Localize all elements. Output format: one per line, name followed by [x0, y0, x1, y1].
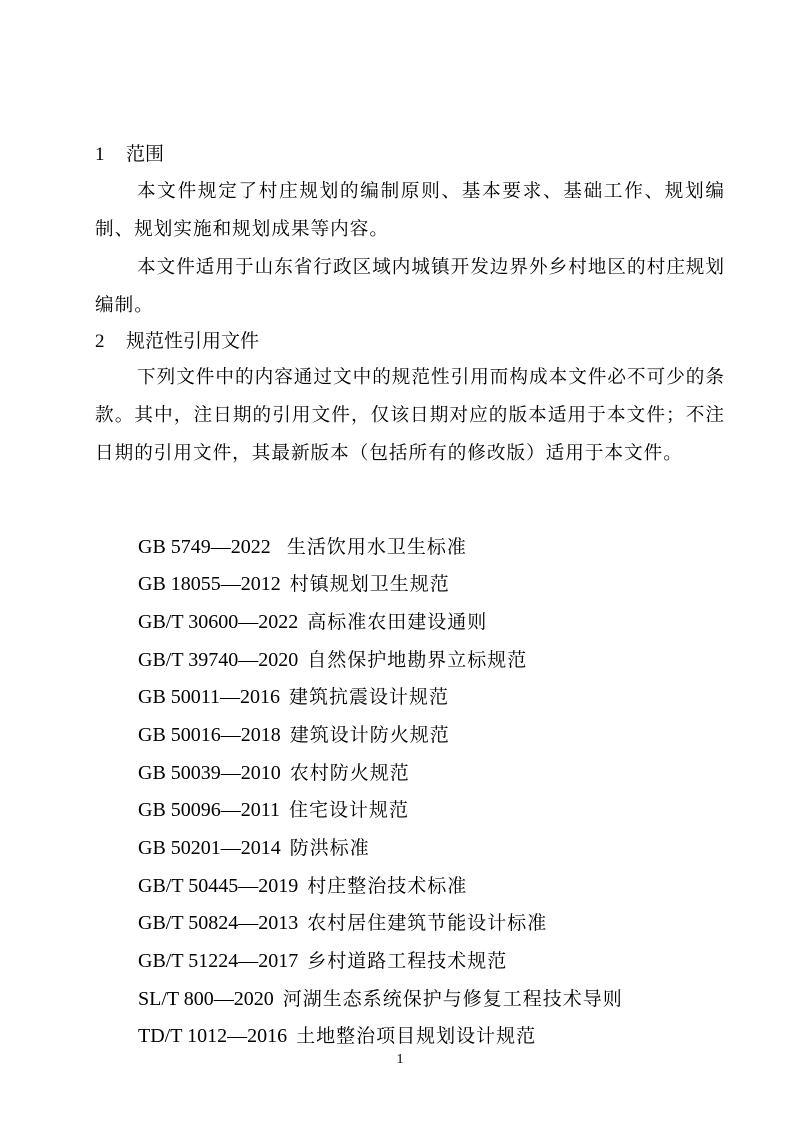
- reference-code: GB 50201—2014: [138, 837, 281, 859]
- section-1-number: 1: [95, 144, 105, 165]
- reference-name: 建筑设计防火规范: [289, 724, 450, 746]
- reference-name: 村庄整治技术标准: [307, 875, 468, 897]
- scope-paragraph-1: 本文件规定了村庄规划的编制原则、基本要求、基础工作、规划编制、规划实施和规划成果等内容。: [95, 181, 725, 240]
- reference-item: [138, 949, 507, 973]
- reference-name: 土地整治项目规划设计规范: [296, 1025, 537, 1047]
- reference-code: GB/T 39740—2020: [138, 649, 299, 671]
- reference-item: [138, 987, 623, 1011]
- reference-name: 农村防火规范: [289, 762, 410, 784]
- references-intro-paragraph: 下列文件中的内容通过文中的规范性引用而构成本文件必不可少的条款。其中，注日期的引用文件，仅该日期对应的版本适用于本文件；不注日期的引用文件，其最新版本（包括所有的修改版）适用于本文件。: [95, 367, 725, 464]
- reference-code: TD/T 1012—2016: [138, 1025, 288, 1047]
- reference-item: [138, 572, 450, 596]
- section-2-title: 规范性引用文件: [126, 330, 260, 352]
- scope-paragraph-2: 本文件适用于山东省行政区域内城镇开发边界外乡村地区的村庄规划编制。: [95, 257, 725, 316]
- reference-code: GB 5749—2022: [138, 536, 271, 558]
- reference-item: [138, 723, 450, 747]
- section-1-title: 范围: [126, 143, 165, 165]
- reference-code: GB/T 51224—2017: [138, 950, 299, 972]
- reference-code: GB 18055—2012: [138, 573, 281, 595]
- reference-code: GB 50096—2011: [138, 799, 281, 821]
- reference-name: 自然保护地勘界立标规范: [307, 649, 528, 671]
- reference-code: GB/T 30600—2022: [138, 611, 299, 633]
- reference-item: [138, 685, 449, 709]
- reference-code: GB 50039—2010: [138, 762, 281, 784]
- reference-name: 高标准农田建设通则: [307, 611, 488, 633]
- reference-item: [138, 648, 527, 672]
- section-1-heading: [95, 142, 164, 167]
- reference-code: SL/T 800—2020: [138, 988, 274, 1010]
- reference-name: 住宅设计规范: [289, 799, 410, 821]
- reference-name: 乡村道路工程技术规范: [307, 950, 508, 972]
- page-number: 1: [396, 1052, 404, 1067]
- reference-item: [138, 836, 370, 860]
- reference-item: [138, 1024, 536, 1048]
- reference-code: GB/T 50445—2019: [138, 875, 299, 897]
- reference-code: GB 50011—2016: [138, 686, 281, 708]
- reference-name: 农村居住建筑节能设计标准: [307, 912, 548, 934]
- reference-name: 建筑抗震设计规范: [289, 686, 450, 708]
- reference-code: GB 50016—2018: [138, 724, 281, 746]
- reference-code: GB/T 50824—2013: [138, 912, 299, 934]
- reference-name: 河湖生态系统保护与修复工程技术导则: [282, 988, 623, 1010]
- reference-item: [138, 610, 487, 634]
- section-2-heading: [95, 329, 259, 354]
- reference-item: [138, 535, 467, 559]
- reference-item: [138, 798, 409, 822]
- reference-item: [138, 761, 410, 785]
- reference-name: 防洪标准: [289, 837, 370, 859]
- section-2-number: 2: [95, 331, 105, 352]
- reference-name: 村镇规划卫生规范: [289, 573, 450, 595]
- reference-name: 生活饮用水卫生标准: [279, 536, 467, 558]
- reference-item: [138, 911, 547, 935]
- reference-item: [138, 874, 467, 898]
